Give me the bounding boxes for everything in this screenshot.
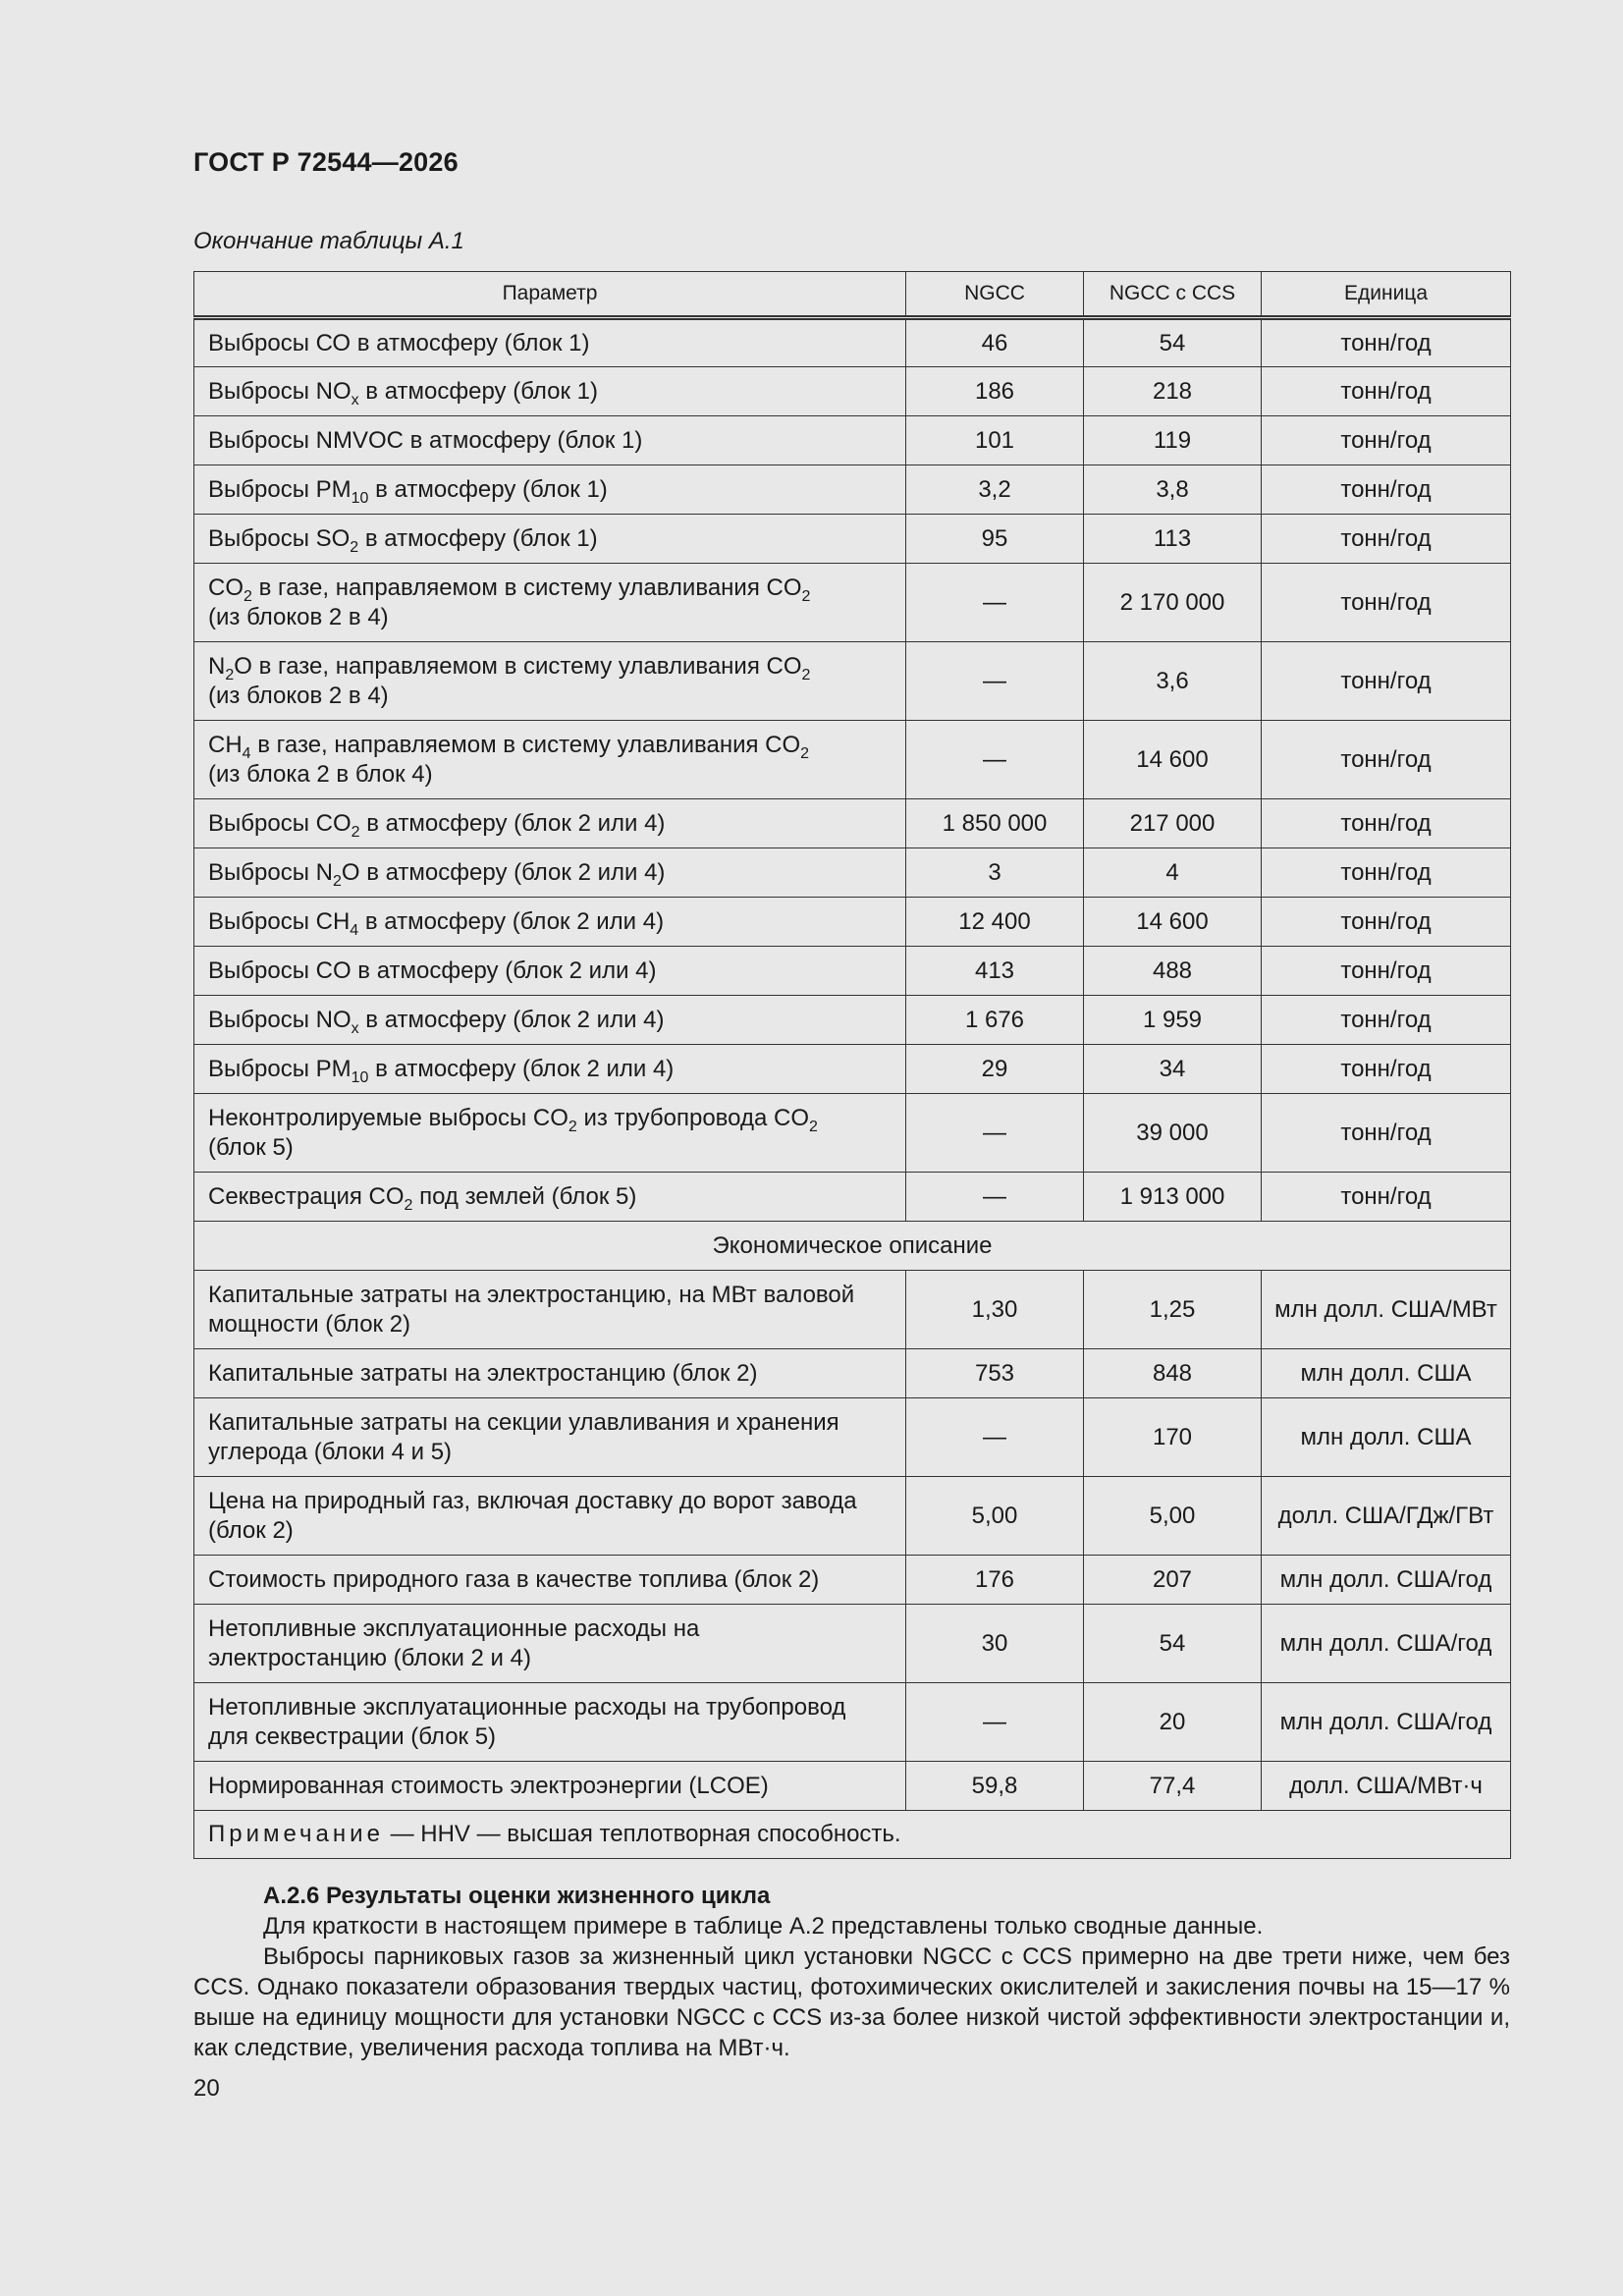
cell-ngcc: 95 xyxy=(906,515,1084,564)
cell-ngcc: 753 xyxy=(906,1349,1084,1398)
cell-ngcc-ccs: 34 xyxy=(1084,1045,1262,1094)
table-row xyxy=(194,1683,1511,1762)
cell-unit: тонн/год xyxy=(1262,1045,1511,1094)
cell-ngcc-ccs: 3,8 xyxy=(1084,465,1262,515)
param-subscript: 2 xyxy=(225,666,235,683)
param-text: Выбросы CH xyxy=(208,907,351,935)
cell-unit: тонн/год xyxy=(1262,1094,1511,1173)
table-row xyxy=(194,1045,1511,1094)
param-text: в газе, направляемом в систему улавливания CO xyxy=(251,574,802,601)
cell-parameter xyxy=(194,1045,906,1094)
cell-ngcc: 186 xyxy=(906,367,1084,416)
table-header-row xyxy=(194,272,1511,318)
param-text: в атмосферу (блок 1) xyxy=(358,524,598,552)
param-text: под землей (блок 5) xyxy=(412,1182,637,1210)
cell-parameter xyxy=(194,721,906,799)
paragraph: Для краткости в настоящем примере в таблице А.2 представлены только сводные данные. xyxy=(263,1913,1264,1940)
param-text: CH xyxy=(208,731,243,758)
param-text: Выбросы CO xyxy=(208,809,352,837)
document-header: ГОСТ Р 72544—2026 xyxy=(193,147,459,177)
cell-parameter xyxy=(194,848,906,898)
cell-ngcc-ccs: 54 xyxy=(1084,1605,1262,1683)
cell-ngcc: 1 850 000 xyxy=(906,799,1084,848)
cell-unit: тонн/год xyxy=(1262,564,1511,642)
param-subscript: x xyxy=(351,391,359,409)
param-text: O в атмосферу (блок 2 или 4) xyxy=(341,858,666,886)
cell-ngcc-ccs: 14 600 xyxy=(1084,721,1262,799)
table-row xyxy=(194,721,1511,799)
cell-parameter xyxy=(194,1173,906,1222)
table-row xyxy=(194,1477,1511,1556)
cell-unit: млн долл. США xyxy=(1262,1398,1511,1477)
param-text: в газе, направляемом в систему улавливания CO xyxy=(250,731,801,758)
param-text: O в газе, направляемом в систему улавливания CO xyxy=(234,652,802,680)
cell-ngcc: — xyxy=(906,642,1084,721)
param-subscript: 2 xyxy=(800,744,810,762)
cell-parameter xyxy=(194,1556,906,1605)
cell-ngcc: 29 xyxy=(906,1045,1084,1094)
cell-parameter xyxy=(194,947,906,996)
param-subscript: 2 xyxy=(801,587,811,605)
cell-parameter xyxy=(194,367,906,416)
column-header-unit: Единица xyxy=(1262,272,1511,318)
cell-parameter xyxy=(194,1605,906,1683)
note-text: — HHV — высшая теплотворная способность. xyxy=(383,1821,901,1847)
cell-unit: тонн/год xyxy=(1262,515,1511,564)
cell-parameter xyxy=(194,642,906,721)
cell-ngcc-ccs: 488 xyxy=(1084,947,1262,996)
table-row xyxy=(194,367,1511,416)
table-row xyxy=(194,416,1511,465)
cell-unit: тонн/год xyxy=(1262,721,1511,799)
note-label: Примечание xyxy=(208,1821,384,1847)
cell-ngcc: 176 xyxy=(906,1556,1084,1605)
section-heading: А.2.6 Результаты оценки жизненного цикла xyxy=(263,1883,771,1909)
param-text: Выбросы CO в атмосферу (блок 2 или 4) xyxy=(208,957,657,984)
param-text: углерода (блоки 4 и 5) xyxy=(208,1438,453,1465)
param-text: Выбросы NO xyxy=(208,377,352,405)
param-text: для секвестрации (блок 5) xyxy=(208,1722,497,1750)
cell-ngcc-ccs: 848 xyxy=(1084,1349,1262,1398)
table-row xyxy=(194,1173,1511,1222)
cell-ngcc-ccs: 207 xyxy=(1084,1556,1262,1605)
cell-parameter xyxy=(194,515,906,564)
param-text: Стоимость природного газа в качестве топлива (блок 2) xyxy=(208,1565,820,1593)
param-text: (блок 5) xyxy=(208,1133,294,1161)
param-text: в атмосферу (блок 2 или 4) xyxy=(368,1055,675,1082)
cell-ngcc-ccs: 77,4 xyxy=(1084,1762,1262,1811)
cell-ngcc-ccs: 14 600 xyxy=(1084,898,1262,947)
cell-ngcc-ccs: 113 xyxy=(1084,515,1262,564)
cell-unit: тонн/год xyxy=(1262,799,1511,848)
cell-parameter xyxy=(194,416,906,465)
param-text: Капитальные затраты на секции улавливания и хранения xyxy=(208,1408,839,1436)
cell-parameter xyxy=(194,1762,906,1811)
cell-ngcc-ccs: 1,25 xyxy=(1084,1271,1262,1349)
table-row xyxy=(194,1271,1511,1349)
param-subscript: 2 xyxy=(404,1196,413,1214)
economic-section xyxy=(194,1222,1511,1271)
cell-ngcc: 30 xyxy=(906,1605,1084,1683)
cell-parameter xyxy=(194,1094,906,1173)
economic-rows xyxy=(194,1271,1511,1811)
table-row xyxy=(194,898,1511,947)
cell-unit: млн долл. США xyxy=(1262,1349,1511,1398)
cell-parameter xyxy=(194,1349,906,1398)
table-row xyxy=(194,996,1511,1045)
param-subscript: 2 xyxy=(332,872,342,890)
param-text: (из блоков 2 в 4) xyxy=(208,682,389,709)
param-subscript: 2 xyxy=(801,666,811,683)
param-text: в атмосферу (блок 1) xyxy=(368,475,608,503)
param-text: Выбросы N xyxy=(208,858,333,886)
cell-ngcc: — xyxy=(906,1398,1084,1477)
cell-ngcc: — xyxy=(906,721,1084,799)
cell-unit: тонн/год xyxy=(1262,947,1511,996)
param-text: Выбросы NO xyxy=(208,1006,352,1033)
cell-ngcc-ccs: 4 xyxy=(1084,848,1262,898)
param-text: Нормированная стоимость электроэнергии (LCOE) xyxy=(208,1772,769,1799)
param-text: Нетопливные эксплуатационные расходы на трубопровод xyxy=(208,1693,846,1721)
param-text: мощности (блок 2) xyxy=(208,1310,411,1338)
cell-unit: долл. США/ГДж/ГВт xyxy=(1262,1477,1511,1556)
param-text: Выбросы NMVOC в атмосферу (блок 1) xyxy=(208,426,643,454)
cell-ngcc: 101 xyxy=(906,416,1084,465)
param-subscript: 4 xyxy=(242,744,251,762)
param-text: Нетопливные эксплуатационные расходы на xyxy=(208,1614,700,1642)
cell-ngcc: — xyxy=(906,1094,1084,1173)
section-title: Экономическое описание xyxy=(194,1222,1511,1271)
cell-unit: тонн/год xyxy=(1262,642,1511,721)
table-row xyxy=(194,642,1511,721)
table-row xyxy=(194,947,1511,996)
param-text: N xyxy=(208,652,226,680)
cell-parameter xyxy=(194,564,906,642)
param-text: Выбросы PM xyxy=(208,475,352,503)
cell-unit: тонн/год xyxy=(1262,848,1511,898)
param-text: в атмосферу (блок 1) xyxy=(358,377,598,405)
table-row xyxy=(194,799,1511,848)
cell-ngcc: 3,2 xyxy=(906,465,1084,515)
cell-unit: млн долл. США/год xyxy=(1262,1605,1511,1683)
cell-ngcc-ccs: 218 xyxy=(1084,367,1262,416)
table-row xyxy=(194,1349,1511,1398)
cell-ngcc-ccs: 20 xyxy=(1084,1683,1262,1762)
table-row xyxy=(194,848,1511,898)
param-text: в атмосферу (блок 2 или 4) xyxy=(358,907,665,935)
cell-ngcc: 59,8 xyxy=(906,1762,1084,1811)
param-text: Неконтролируемые выбросы CO xyxy=(208,1104,568,1131)
column-header-parameter: Параметр xyxy=(194,272,906,318)
param-subscript: 2 xyxy=(351,823,360,841)
param-text: Выбросы SO xyxy=(208,524,351,552)
param-text: Капитальные затраты на электростанцию, на МВт валовой xyxy=(208,1281,855,1308)
cell-unit: млн долл. США/год xyxy=(1262,1556,1511,1605)
table-row xyxy=(194,1762,1511,1811)
param-subscript: 10 xyxy=(351,1068,369,1086)
cell-ngcc: 413 xyxy=(906,947,1084,996)
cell-unit: млн долл. США/год xyxy=(1262,1683,1511,1762)
cell-ngcc-ccs: 1 959 xyxy=(1084,996,1262,1045)
cell-parameter xyxy=(194,996,906,1045)
param-text: в атмосферу (блок 2 или 4) xyxy=(359,809,666,837)
cell-ngcc: — xyxy=(906,564,1084,642)
param-text: Секвестрация CO xyxy=(208,1182,405,1210)
table-row xyxy=(194,318,1511,367)
cell-parameter xyxy=(194,1477,906,1556)
param-text: (из блоков 2 в 4) xyxy=(208,603,389,630)
cell-ngcc-ccs: 2 170 000 xyxy=(1084,564,1262,642)
cell-parameter xyxy=(194,898,906,947)
cell-ngcc-ccs: 54 xyxy=(1084,318,1262,367)
cell-parameter xyxy=(194,465,906,515)
table-row xyxy=(194,564,1511,642)
table-row xyxy=(194,1094,1511,1173)
cell-ngcc-ccs: 5,00 xyxy=(1084,1477,1262,1556)
cell-unit: тонн/год xyxy=(1262,1173,1511,1222)
cell-parameter xyxy=(194,318,906,367)
cell-ngcc-ccs: 217 000 xyxy=(1084,799,1262,848)
cell-parameter xyxy=(194,799,906,848)
param-text: электростанцию (блоки 2 и 4) xyxy=(208,1644,531,1671)
cell-ngcc: 46 xyxy=(906,318,1084,367)
cell-unit: тонн/год xyxy=(1262,367,1511,416)
param-subscript: 4 xyxy=(350,921,359,939)
note-row xyxy=(194,1811,1511,1859)
cell-ngcc-ccs: 1 913 000 xyxy=(1084,1173,1262,1222)
param-text: Цена на природный газ, включая доставку до ворот завода xyxy=(208,1487,857,1514)
param-subscript: 2 xyxy=(243,587,252,605)
cell-unit: тонн/год xyxy=(1262,898,1511,947)
table-row xyxy=(194,465,1511,515)
param-subscript: 2 xyxy=(568,1118,577,1135)
param-text: (блок 2) xyxy=(208,1516,294,1544)
param-text: Капитальные затраты на электростанцию (блок 2) xyxy=(208,1359,758,1387)
data-table xyxy=(193,271,1511,1859)
cell-unit: тонн/год xyxy=(1262,465,1511,515)
table-caption: Окончание таблицы А.1 xyxy=(193,228,464,254)
cell-ngcc: 3 xyxy=(906,848,1084,898)
param-text: из трубопровода CO xyxy=(576,1104,810,1131)
cell-ngcc: 5,00 xyxy=(906,1477,1084,1556)
param-subscript: x xyxy=(351,1019,359,1037)
section-row xyxy=(194,1222,1511,1271)
cell-unit: тонн/год xyxy=(1262,996,1511,1045)
note-section xyxy=(194,1811,1511,1859)
param-text: в атмосферу (блок 2 или 4) xyxy=(358,1006,665,1033)
cell-unit: млн долл. США/МВт xyxy=(1262,1271,1511,1349)
cell-ngcc: — xyxy=(906,1683,1084,1762)
table-row xyxy=(194,1605,1511,1683)
cell-ngcc-ccs: 119 xyxy=(1084,416,1262,465)
column-header-ngcc: NGCC xyxy=(906,272,1084,318)
param-text: (из блока 2 в блок 4) xyxy=(208,760,433,788)
cell-parameter xyxy=(194,1398,906,1477)
param-subscript: 2 xyxy=(809,1118,818,1135)
table-row xyxy=(194,515,1511,564)
table-row xyxy=(194,1556,1511,1605)
cell-ngcc: 12 400 xyxy=(906,898,1084,947)
table-note xyxy=(194,1811,1511,1859)
param-text: Выбросы PM xyxy=(208,1055,352,1082)
cell-ngcc: — xyxy=(906,1173,1084,1222)
cell-ngcc: 1 676 xyxy=(906,996,1084,1045)
cell-unit: долл. США/МВт·ч xyxy=(1262,1762,1511,1811)
paragraph: Выбросы парниковых газов за жизненный цикл установки NGCC с CCS примерно на две трети ниже, чем без CCS. Однако показатели образования твердых частиц, фотохимических окислителей и закисления почвы на 15—17 % выше на единицу мощности для установки NGCC с CCS из-за более низкой чистой эффективности электростанции и, как следствие, увеличения расхода топлива на МВт·ч. xyxy=(193,1943,1510,2061)
cell-parameter xyxy=(194,1683,906,1762)
emissions-rows xyxy=(194,318,1511,1222)
cell-ngcc-ccs: 170 xyxy=(1084,1398,1262,1477)
cell-ngcc: 1,30 xyxy=(906,1271,1084,1349)
param-text: Выбросы СО в атмосферу (блок 1) xyxy=(208,329,590,356)
table-row xyxy=(194,1398,1511,1477)
param-subscript: 2 xyxy=(350,538,359,556)
cell-parameter xyxy=(194,1271,906,1349)
column-header-ngcc-ccs: NGCC с CCS xyxy=(1084,272,1262,318)
cell-unit: тонн/год xyxy=(1262,318,1511,367)
param-text: CO xyxy=(208,574,243,601)
param-subscript: 10 xyxy=(351,489,369,507)
cell-ngcc-ccs: 3,6 xyxy=(1084,642,1262,721)
cell-unit: тонн/год xyxy=(1262,416,1511,465)
cell-ngcc-ccs: 39 000 xyxy=(1084,1094,1262,1173)
page-number: 20 xyxy=(193,2075,220,2102)
body-text xyxy=(193,1881,1510,2063)
